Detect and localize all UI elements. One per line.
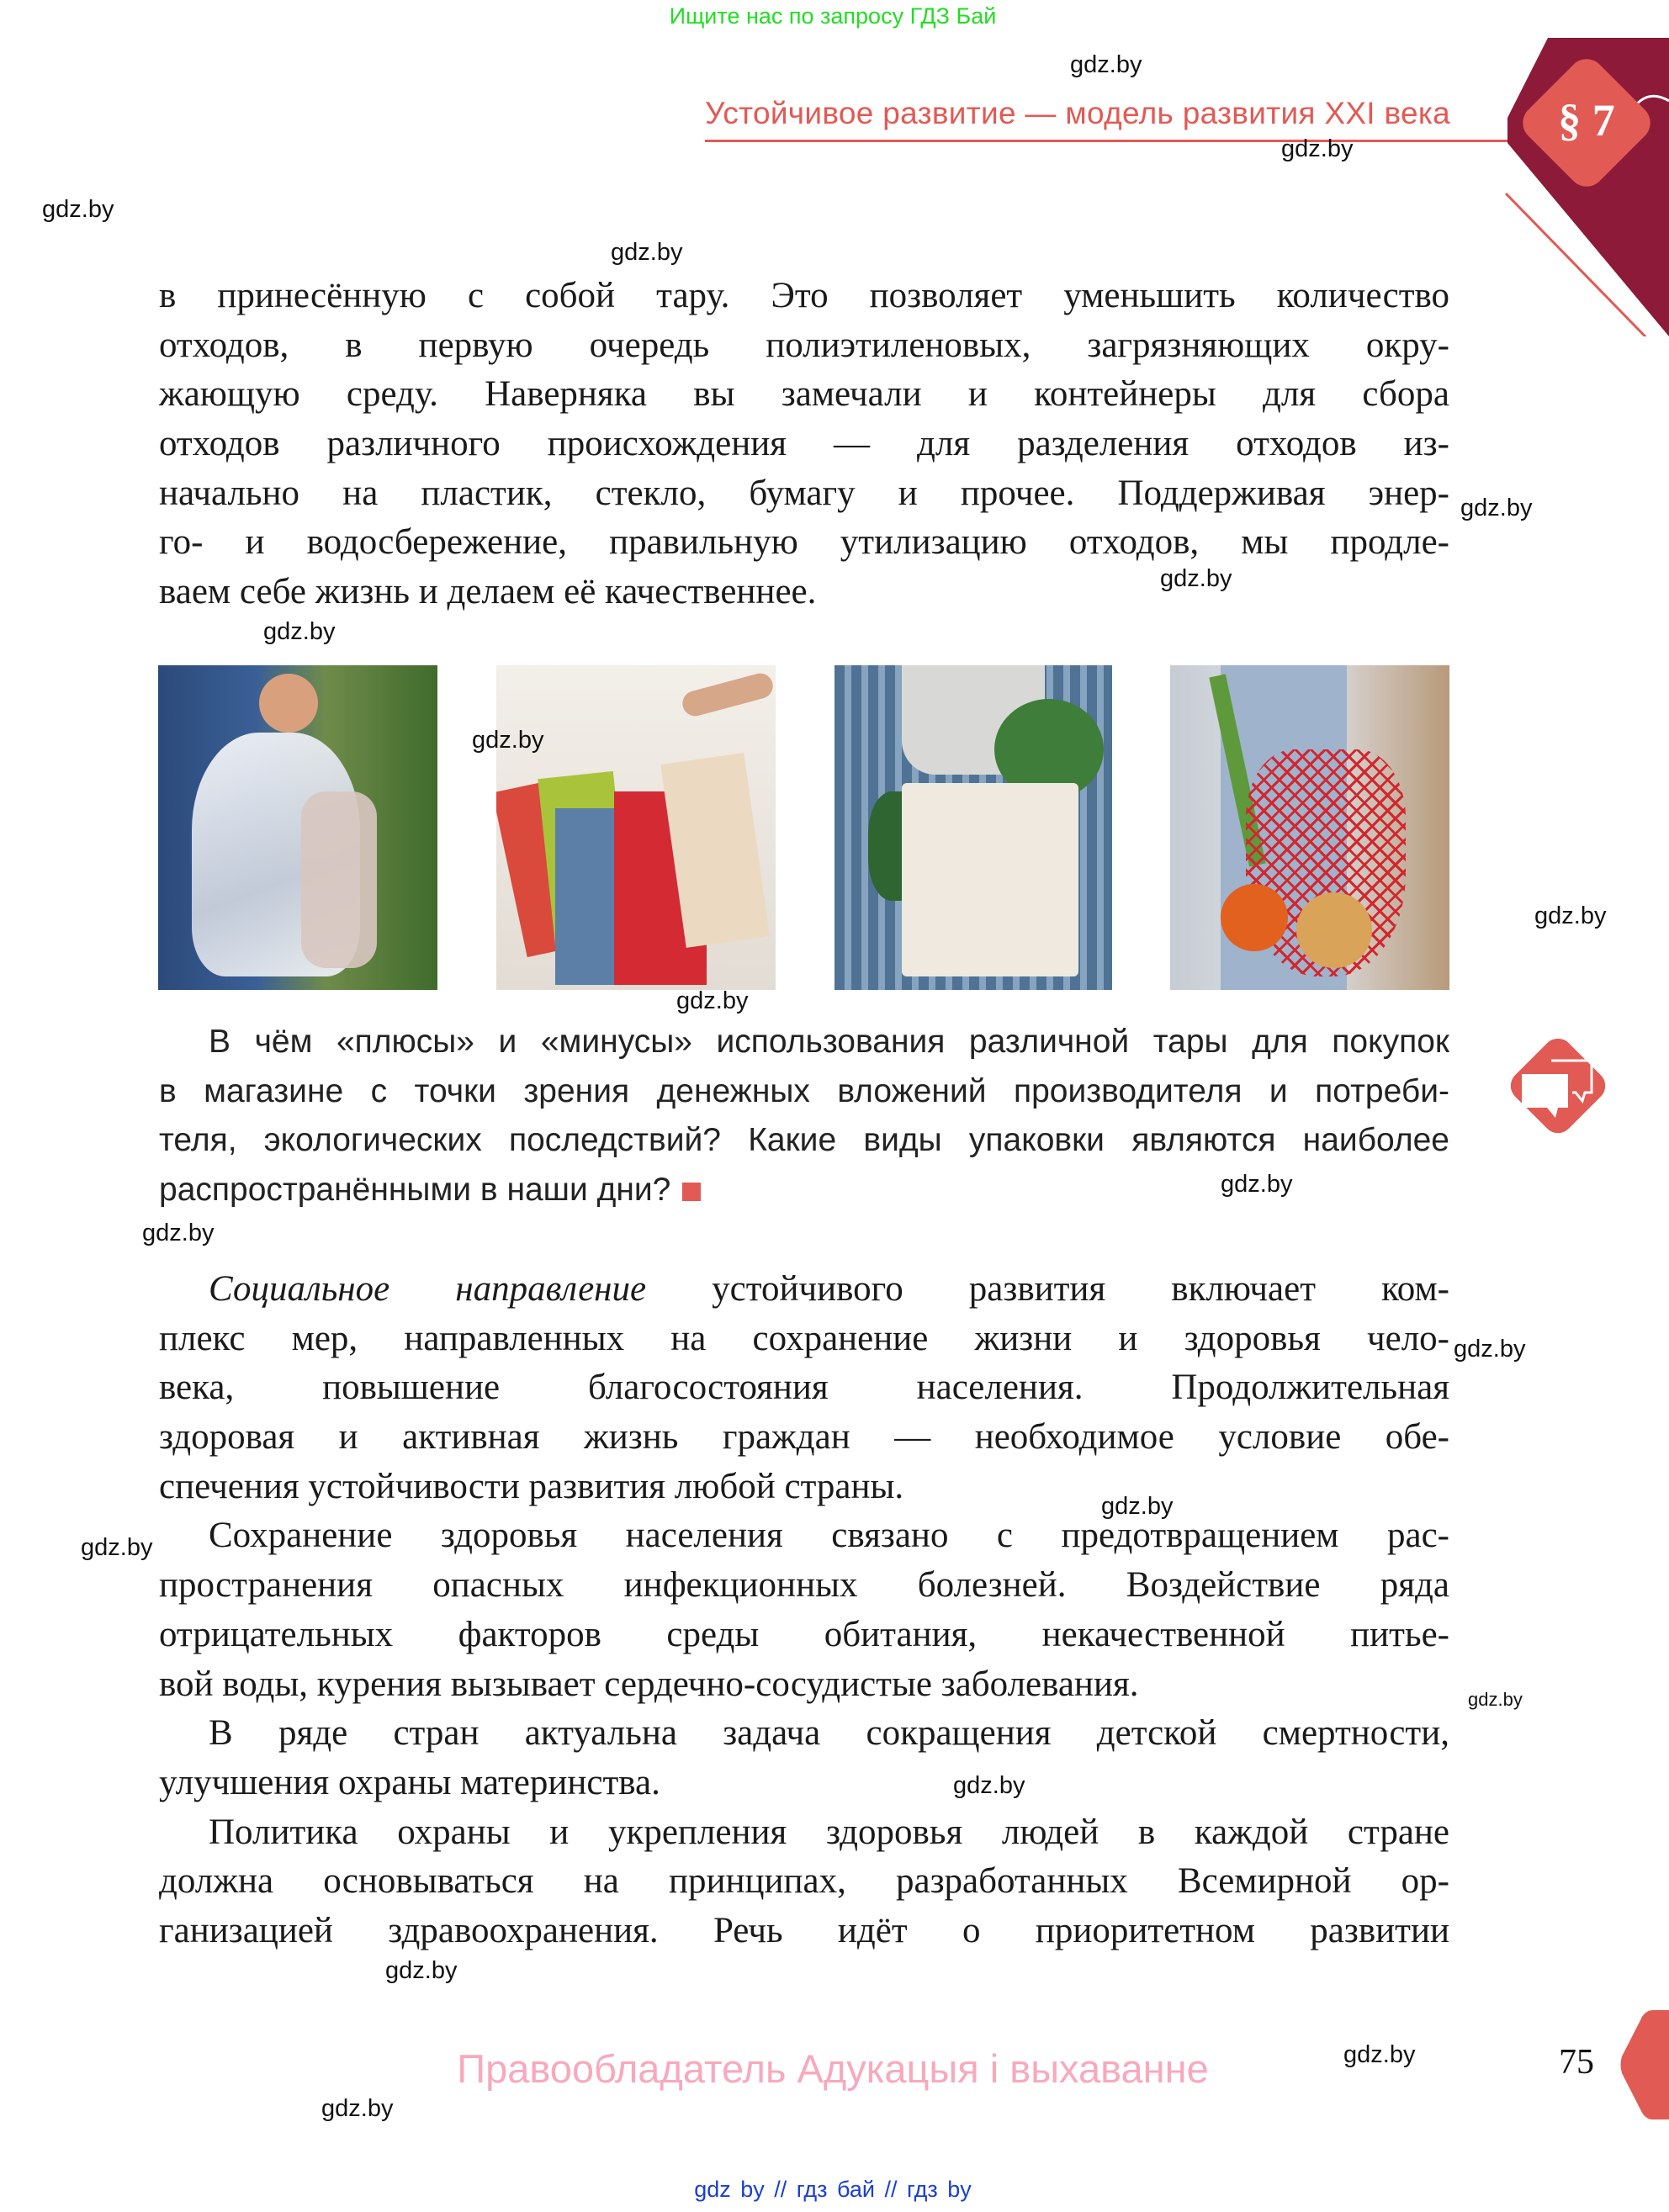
photo-string-bag [1170, 665, 1449, 990]
page-number: 75 [1559, 2043, 1594, 2082]
watermark: gdz.by [81, 1534, 153, 1561]
watermark: gdz.by [1468, 1689, 1523, 1710]
running-header-title: Устойчивое развитие — модель развития XXI века [705, 96, 1451, 130]
watermark: gdz.by [611, 239, 683, 266]
page-corner-tab [1619, 2010, 1669, 2119]
paragraph-waste [159, 272, 1449, 617]
watermark: gdz.by [676, 987, 749, 1014]
photo-cloth-bag [834, 665, 1112, 990]
text-line: плекс мер, направленных на сохранение жизни и здоровья чело- [159, 1318, 1449, 1358]
watermark: gdz.by [321, 2095, 394, 2122]
text-line: отрицательных факторов среды обитания, некачественной питье- [159, 1614, 1449, 1654]
footer-links[interactable]: gdz by // гдз бай // гдз by [694, 2177, 972, 2202]
section-corner-decoration [1497, 34, 1669, 336]
text-line: здоровая и активная жизнь граждан — необходимое условие обе- [159, 1417, 1449, 1458]
term-social-direction: Социальное направление [209, 1269, 647, 1309]
discussion-icon [1496, 1024, 1620, 1148]
watermark: gdz.by [1460, 495, 1533, 521]
watermark: gdz.by [472, 727, 544, 754]
watermark: gdz.by [953, 1772, 1025, 1799]
text-line: в магазине с точки зрения денежных вложений производителя и потреби- [159, 1072, 1449, 1109]
text-line: жающую среду. Наверняка вы замечали и контейнеры для сбора [159, 374, 1449, 415]
text-line: ганизацией здравоохранения. Речь идёт о приоритетном развитии [159, 1910, 1449, 1950]
watermark: gdz.by [1160, 565, 1232, 592]
text-line: пространения опасных инфекционных болезней. Воздействие ряда [159, 1565, 1449, 1606]
watermark: gdz.by [385, 1957, 458, 1984]
text-line: теля, экологических последствий? Какие виды упаковки являются наиболее [159, 1122, 1449, 1159]
text-line: должна основываться на принципах, разработанных Всемирной ор- [159, 1861, 1449, 1902]
text-line: В ряде стран актуальна задача сокращения детской смертности, [209, 1713, 1449, 1754]
text-line: спечения устойчивости развития любой страны. [159, 1466, 904, 1506]
text-line: В чём «плюсы» и «минусы» использования различной тары для покупок [209, 1024, 1449, 1060]
text-line: начально на пластик, стекло, бумагу и прочее. Поддерживая энер- [159, 473, 1449, 513]
text-line: отходов различного происхождения — для разделения отходов из- [159, 424, 1449, 464]
text-line: Политика охраны и укрепления здоровья людей в каждой стране [209, 1812, 1449, 1852]
watermark: gdz.by [1281, 135, 1354, 162]
paragraph-social [159, 1265, 1449, 1956]
watermark: gdz.by [1101, 1493, 1174, 1520]
header-underline [705, 140, 1513, 142]
watermark: gdz.by [1534, 902, 1607, 929]
watermark: gdz.by [142, 1220, 215, 1246]
text-line: го- и водосбережение, правильную утилизацию отходов, мы продле- [159, 522, 1449, 563]
section-badge: § 7 [1558, 95, 1615, 146]
text-line: улучшения охраны материнства. [159, 1762, 660, 1802]
watermark: gdz.by [1343, 2041, 1416, 2068]
text-line: века, повышение благосостояния населения. Продолжительная [159, 1368, 1449, 1408]
text-fragment: устойчивого развития включает ком- [646, 1269, 1449, 1309]
text-line: распространёнными в наши дни? [159, 1172, 671, 1209]
copyright-holder: Правообладатель Адукацыя і выхаванне [457, 2046, 1209, 2091]
text-line: Сохранение здоровья населения связано с предотвращением рас- [209, 1516, 1449, 1556]
watermark: gdz.by [1454, 1336, 1526, 1363]
text-line: в принесённую с собой тару. Это позволяет уменьшить количество [159, 276, 1449, 315]
watermark: gdz.by [42, 196, 114, 223]
photo-paper-bags [496, 665, 776, 990]
text-line: ваем себе жизнь и делаем её качественнее. [159, 572, 817, 612]
watermark: gdz.by [263, 618, 336, 645]
end-marker-icon [682, 1183, 701, 1201]
text-line: вой воды, курения вызывает сердечно-сосудистые заболевания. [159, 1664, 1139, 1704]
watermark: gdz.by [1221, 1171, 1293, 1198]
promo-text: Ищите нас по запросу ГДЗ Бай [669, 3, 997, 29]
photo-plastic-bags [158, 665, 437, 990]
watermark: gdz.by [1070, 51, 1142, 78]
text-line: отходов, в первую очередь полиэтиленовых, загрязняющих окру- [159, 325, 1449, 365]
